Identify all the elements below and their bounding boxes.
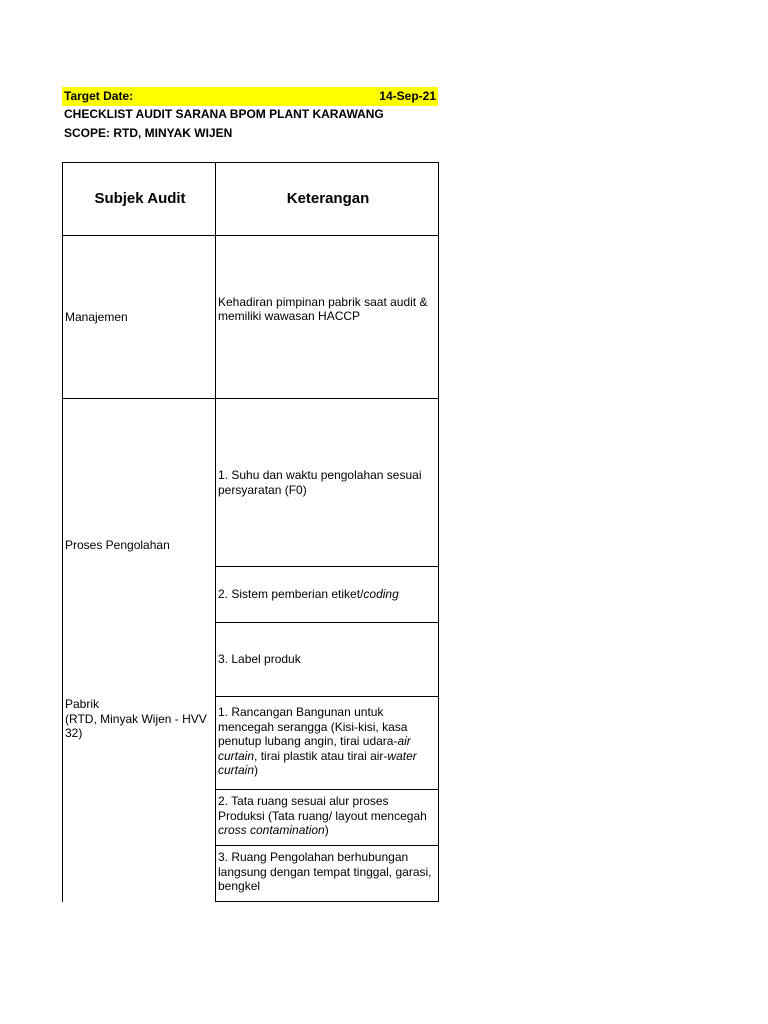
row-line-pabrik-3: [215, 901, 439, 902]
target-date-value: 14-Sep-21: [379, 89, 436, 103]
subject-manajemen: Manajemen: [65, 309, 128, 324]
note-proses-3: 3. Label produk: [218, 652, 301, 667]
note-pabrik-2: 2. Tata ruang sesuai alur proses Produksi (Tata ruang/ layout mencegah cross contamination): [218, 794, 427, 837]
row-line-pabrik-2: [215, 845, 439, 846]
document-scope: SCOPE: RTD, MINYAK WIJEN: [64, 126, 233, 140]
header-keterangan: Keterangan: [286, 189, 370, 207]
subject-proses-pengolahan: Proses Pengolahan: [65, 538, 170, 552]
target-date-label: Target Date:: [64, 89, 134, 103]
note-pabrik-1: 1. Rancangan Bangunan untuk mencegah serangga (Kisi-kisi, kasa penutup lubang angin, tirai udara-air curtain, tirai plastik atau tirai air-water curtain): [218, 705, 417, 777]
note-proses-1: 1. Suhu dan waktu pengolahan sesuai persyaratan (F0): [218, 468, 422, 497]
subject-pabrik: Pabrik (RTD, Minyak Wijen - HVV 32): [65, 697, 207, 740]
note-manajemen: Kehadiran pimpinan pabrik saat audit & memiliki wawasan HACCP: [218, 294, 428, 323]
header-subjek-audit: Subjek Audit: [94, 189, 186, 207]
row-line-proses-3: [215, 696, 439, 697]
note-proses-2: 2. Sistem pemberian etiket/coding: [218, 587, 399, 602]
target-date-row: [62, 87, 438, 106]
border-right: [438, 162, 439, 902]
audit-table: [62, 162, 439, 902]
note-pabrik-3: 3. Ruang Pengolahan berhubungan langsung dengan tempat tinggal, garasi, bengkel: [218, 850, 432, 893]
row-line-pabrik-1: [215, 789, 439, 790]
document-title: CHECKLIST AUDIT SARANA BPOM PLANT KARAWANG: [64, 107, 384, 121]
